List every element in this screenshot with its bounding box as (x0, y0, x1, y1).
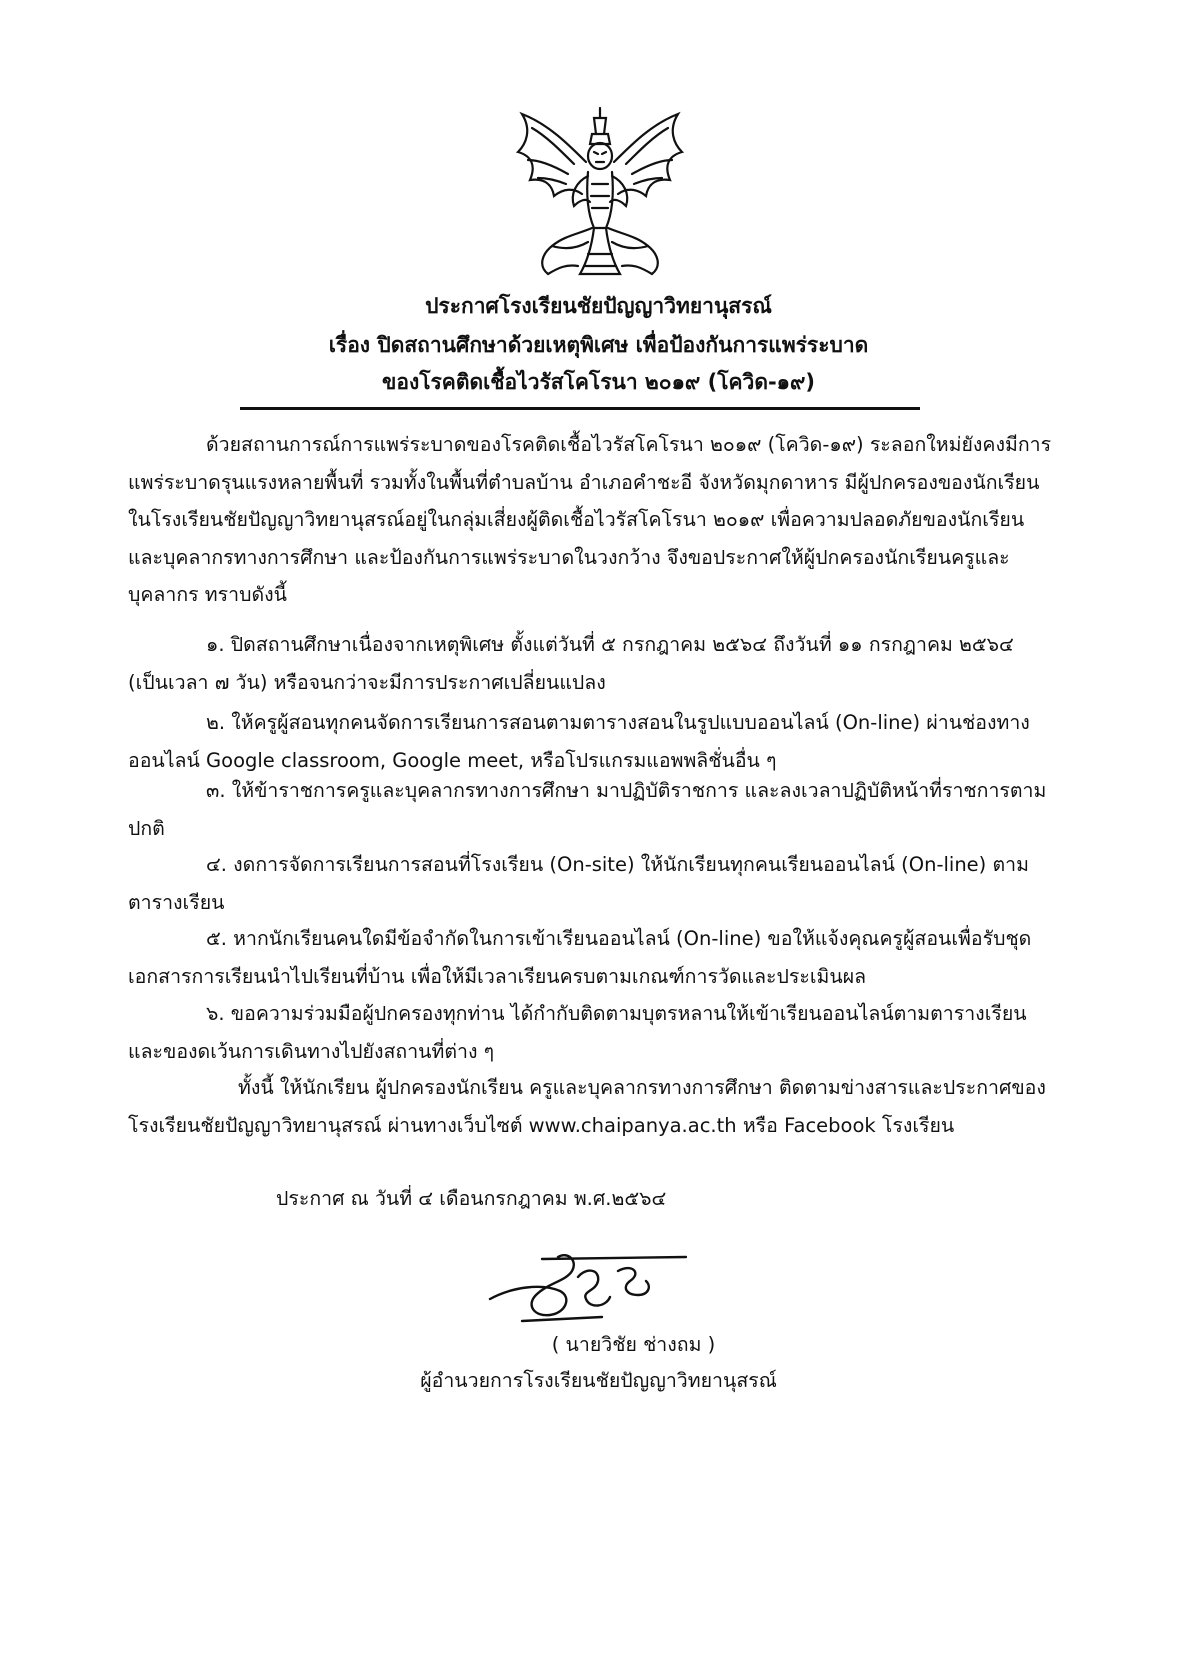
signer-title (0, 1365, 1197, 1396)
signer-name (0, 1329, 1197, 1360)
garuda-emblem-icon (508, 104, 692, 282)
closing-paragraph: ทั้งนี้ ให้นักเรียน ผู้ปกครองนักเรียน ครูและบุคลากรทางการศึกษา ติดตามข่างสารและประกาศของโรงเรียนชัยปัญญาวิทยานุสรณ์ ผ่านทางเว็บไซต์ www.chaipanya.ac.th หรือ Facebook โรงเรียน (128, 1076, 1046, 1137)
signer-title-text: ผู้อำนวยการโรงเรียนชัยปัญญาวิทยานุสรณ์ (420, 1369, 777, 1392)
signer-name-text: ( นายวิชัย ช่างถม ) (551, 1333, 716, 1356)
announcement-subject-continued: ของโรคติดเชื้อไวรัสโคโรนา ๒๐๑๙ (โควิด-๑๙) (381, 370, 815, 394)
list-item: ๕. หากนักเรียนคนใดมีข้อจำกัดในการเข้าเรียนออนไลน์ (On-line) ขอให้แจ้งคุณครูผู้สอนเพื่อรับชุดเอกสารการเรียนนำไปเรียนที่บ้าน เพื่อให้มีเวลาเรียนครบตามเกณฑ์การวัดและประเมินผล (128, 927, 1032, 988)
signature-icon (482, 1237, 687, 1327)
announcement-date: ประกาศ ณ วันที่ ๔ เดือนกรกฎาคม พ.ศ.๒๕๖๔ (276, 1187, 667, 1210)
header-divider (240, 407, 920, 410)
list-item: ๔. งดการจัดการเรียนการสอนที่โรงเรียน (On-site) ให้นักเรียนทุกคนเรียนออนไลน์ (On-line) ตามตารางเรียน (128, 853, 1029, 914)
list-item: ๑. ปิดสถานศึกษาเนื่องจากเหตุพิเศษ ตั้งแต่วันที่ ๕ กรกฎาคม ๒๕๖๔ ถึงวันที่ ๑๑ กรกฎาคม ๒๕๖๔ (เป็นเวลา ๗ วัน) หรือจนกว่าจะมีการประกาศเปลี่ยนแปลง (128, 633, 1014, 694)
list-item: ๖. ขอความร่วมมือผู้ปกครองทุกท่าน ได้กำกับติดตามบุตรหลานให้เข้าเรียนออนไลน์ตามตารางเรียนและของดเว้นการเดินทางไปยังสถานที่ต่าง ๆ (128, 1002, 1027, 1063)
announcement-title: ประกาศโรงเรียนชัยปัญญาวิทยานุสรณ์ (425, 294, 772, 318)
list-item: ๒. ให้ครูผู้สอนทุกคนจัดการเรียนการสอนตามตารางสอนในรูปแบบออนไลน์ (On-line) ผ่านช่องทางออนไลน์ Google classroom, Google meet, หรือโปรแกรมแอพพลิชั่นอื่น ๆ (128, 711, 1030, 772)
list-item: ๓. ให้ข้าราชการครูและบุคลากรทางการศึกษา มาปฏิบัติราชการ และลงเวลาปฏิบัติหน้าที่ราชการตามปกติ (128, 779, 1047, 840)
intro-paragraph: ด้วยสถานการณ์การแพร่ระบาดของโรคติดเชื้อไวรัสโคโรนา ๒๐๑๙ (โควิด-๑๙) ระลอกใหม่ยังคงมีการแพร่ระบาดรุนแรงหลายพื้นที่ รวมทั้งในพื้นที่ตำบลบ้าน อำเภอคำชะอี จังหวัดมุกดาหาร มีผู้ปกครองของนักเรียนในโรงเรียนชัยปัญญาวิทยานุสรณ์อยู่ในกลุ่มเสี่ยงผู้ติดเชื้อไวรัสโคโรนา ๒๐๑๙ เพื่อความปลอดภัยของนักเรียนและบุคลากรทางการศึกษา และป้องกันการแพร่ระบาดในวงกว้าง จึงขอประกาศให้ผู้ปกครองนักเรียนครูและบุคลากร ทราบดังนี้ (128, 433, 1052, 606)
announcement-subject: เรื่อง ปิดสถานศึกษาด้วยเหตุพิเศษ เพื่อป้องกันการแพร่ระบาด (328, 333, 869, 357)
